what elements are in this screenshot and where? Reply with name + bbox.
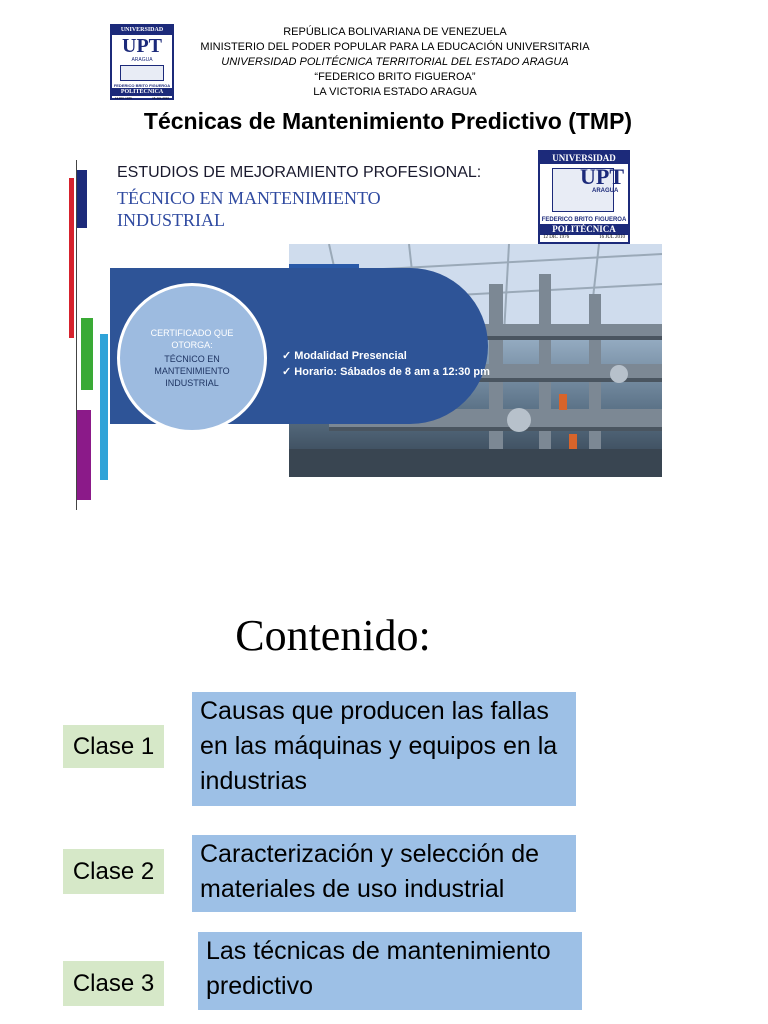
page-title: Técnicas de Mantenimiento Predictivo (TMP) (143, 108, 633, 134)
accent-bar-purple (77, 410, 91, 500)
list-item: ✓ Modalidad Presencial (282, 350, 407, 362)
header-line-4: “FEDERICO BRITO FIGUEROA” (314, 71, 476, 83)
logo-large-date-left: 12 DIC 1976 (543, 235, 570, 240)
logo-large-state: ARAGUA (592, 188, 619, 194)
class-2-label: Clase 2 (63, 849, 164, 894)
checkmark-icon: ✓ (282, 350, 295, 362)
header-line-5: LA VICTORIA ESTADO ARAGUA (313, 86, 477, 98)
logo-state: ARAGUA (131, 57, 153, 63)
program-details-list (282, 348, 490, 380)
technician-title-line-2: INDUSTRIAL (117, 210, 225, 230)
class-3-label: Clase 3 (63, 961, 164, 1006)
certificate-circle (117, 283, 267, 433)
accent-bar-green (81, 318, 93, 390)
checkmark-icon: ✓ (282, 366, 295, 378)
class-1-description: Causas que producen las fallas en las máquinas y equipos en la industrias (192, 692, 576, 806)
logo-large-date-right: 16 JUL 2010 (599, 235, 625, 240)
header-line-3: UNIVERSIDAD POLITÉCNICA TERRITORIAL DEL ESTADO ARAGUA (221, 56, 569, 68)
logo-large-name: FEDERICO BRITO FIGUEROA (541, 217, 627, 223)
class-2-description: Caracterización y selección de materiales de uso industrial (192, 835, 576, 912)
logo-top-text: UNIVERSIDAD (112, 26, 172, 35)
technician-title-line-1: TÉCNICO EN MANTENIMIENTO (117, 188, 381, 208)
contents-heading: Contenido: (235, 611, 431, 660)
logo-large-bottom-text: POLITÉCNICA (540, 224, 628, 235)
logo-date-left: 12 DIC 1976 (115, 96, 132, 100)
list-item: ✓ Horario: Sábados de 8 am a 12:30 pm (282, 366, 490, 378)
certificate-label: CERTIFICADO QUE OTORGA: (150, 328, 234, 350)
accent-bar-navy (77, 170, 87, 228)
logo-bottom-text: POLITÉCNICA (112, 88, 172, 96)
technician-title (117, 187, 381, 231)
institution-header (150, 25, 640, 100)
logo-large-upt: UPT (580, 164, 624, 189)
accent-bar-cyan (100, 334, 108, 480)
logo-name: FEDERICO BRITO FIGUEROA (113, 83, 171, 88)
logo-large-top-text: UNIVERSIDAD (540, 152, 628, 164)
studies-heading: ESTUDIOS DE MEJORAMIENTO PROFESIONAL: (117, 164, 482, 181)
header-line-2: MINISTERIO DEL PODER POPULAR PARA LA EDUCACIÓN UNIVERSITARIA (200, 41, 590, 53)
logo-date-right: 16 JUL 2010 (152, 96, 169, 100)
certificate-value: TÉCNICO EN MANTENIMIENTO INDUSTRIAL (154, 354, 230, 388)
accent-bar-red (69, 178, 74, 338)
university-logo-large (538, 150, 630, 244)
class-1-label: Clase 1 (63, 725, 164, 768)
class-3-description: Las técnicas de mantenimiento predictivo (198, 932, 582, 1010)
accent-line (76, 160, 77, 510)
header-line-1: REPÚBLICA BOLIVARIANA DE VENEZUELA (283, 26, 507, 38)
logo-upt: UPT (122, 35, 162, 57)
